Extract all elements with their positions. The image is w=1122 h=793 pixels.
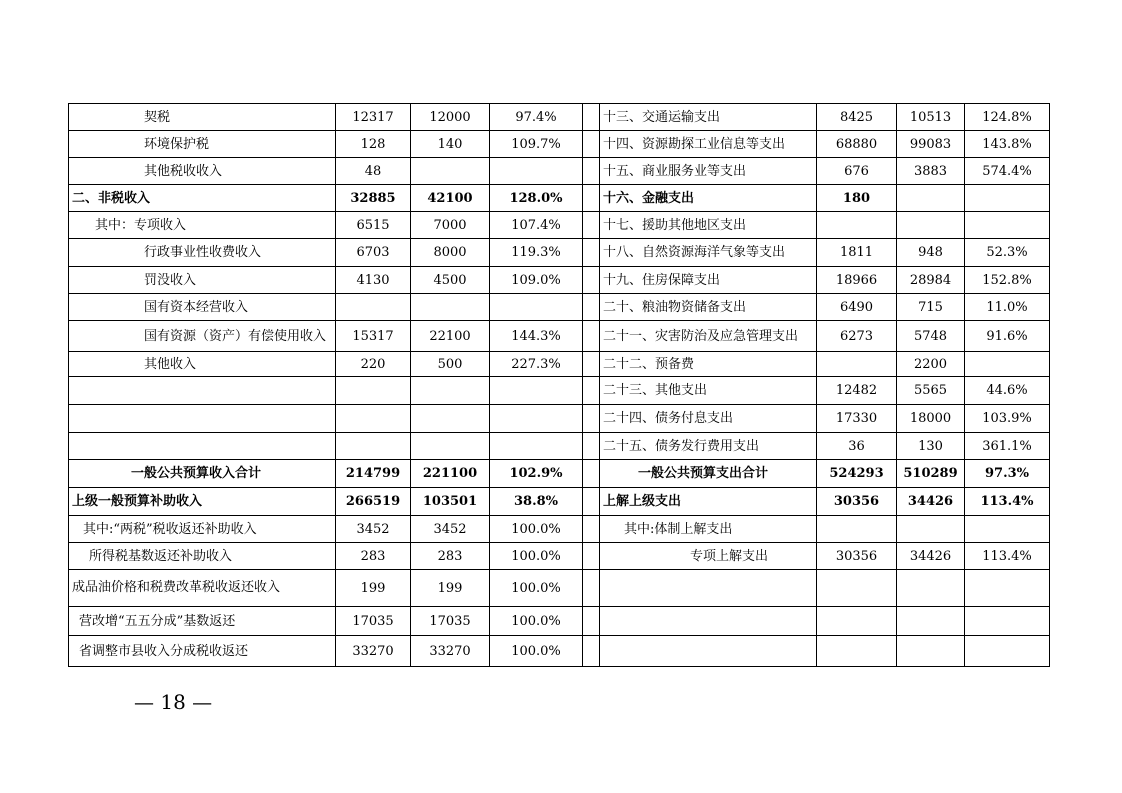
r-cell-amount — [817, 570, 897, 607]
l-cell-amount: 3452 — [411, 516, 490, 543]
l-cell-amount — [411, 158, 490, 185]
r-cell-ratio: 52.3% — [965, 239, 1050, 267]
r-cell-item: 十五、商业服务业等支出 — [600, 158, 817, 185]
r-cell-amount: 99083 — [897, 131, 965, 158]
r-cell-item: 其中:体制上解支出 — [600, 516, 817, 543]
page-number: — 18 — — [134, 690, 213, 714]
l-cell-amount: 283 — [411, 543, 490, 570]
l-cell-amount: 6515 — [336, 212, 411, 239]
r-cell-item: 二十二、预备费 — [600, 352, 817, 377]
r-cell-amount: 2200 — [897, 352, 965, 377]
l-cell-amount — [411, 294, 490, 321]
column-divider — [583, 321, 600, 352]
l-cell-amount: 22100 — [411, 321, 490, 352]
r-cell-ratio: 97.3% — [965, 460, 1050, 488]
table-row — [69, 158, 1050, 185]
l-cell-amount: 17035 — [411, 607, 490, 636]
l-cell-ratio — [490, 433, 583, 460]
l-cell-amount: 221100 — [411, 460, 490, 488]
r-cell-amount: 28984 — [897, 267, 965, 294]
r-cell-ratio: 113.4% — [965, 543, 1050, 570]
l-cell-item: 所得税基数返还补助收入 — [69, 543, 336, 570]
column-divider — [583, 516, 600, 543]
l-cell-ratio: 128.0% — [490, 185, 583, 212]
table-row — [69, 607, 1050, 636]
l-cell-item: 成品油价格和税费改革税收返还收入 — [69, 570, 336, 607]
table-row — [69, 104, 1050, 131]
r-cell-ratio: 91.6% — [965, 321, 1050, 352]
l-cell-amount: 33270 — [411, 636, 490, 667]
table-row — [69, 543, 1050, 570]
r-cell-item: 二十五、债务发行费用支出 — [600, 433, 817, 460]
r-cell-amount: 130 — [897, 433, 965, 460]
l-cell-item: 罚没收入 — [69, 267, 336, 294]
l-cell-ratio: 100.0% — [490, 570, 583, 607]
r-cell-item: 十四、资源勘探工业信息等支出 — [600, 131, 817, 158]
r-cell-amount — [817, 516, 897, 543]
l-cell-amount — [411, 405, 490, 433]
budget-table-body — [69, 104, 1050, 667]
r-cell-ratio — [965, 516, 1050, 543]
column-divider — [583, 433, 600, 460]
r-cell-amount: 948 — [897, 239, 965, 267]
r-cell-amount: 510289 — [897, 460, 965, 488]
l-cell-item — [69, 377, 336, 405]
l-cell-amount: 8000 — [411, 239, 490, 267]
r-cell-amount: 34426 — [897, 488, 965, 516]
r-cell-item: 专项上解支出 — [600, 543, 817, 570]
r-cell-amount: 524293 — [817, 460, 897, 488]
r-cell-amount — [817, 636, 897, 667]
column-divider — [583, 488, 600, 516]
l-cell-ratio — [490, 377, 583, 405]
r-cell-amount: 676 — [817, 158, 897, 185]
r-cell-amount: 5748 — [897, 321, 965, 352]
l-cell-item: 二、非税收入 — [69, 185, 336, 212]
l-cell-item: 其中:“两税”税收返还补助收入 — [69, 516, 336, 543]
l-cell-amount: 140 — [411, 131, 490, 158]
r-cell-amount: 36 — [817, 433, 897, 460]
column-divider — [583, 570, 600, 607]
l-cell-amount: 199 — [336, 570, 411, 607]
l-cell-amount — [411, 433, 490, 460]
table-row — [69, 516, 1050, 543]
column-divider — [583, 607, 600, 636]
r-cell-amount — [897, 516, 965, 543]
l-cell-ratio: 227.3% — [490, 352, 583, 377]
l-cell-ratio: 100.0% — [490, 543, 583, 570]
l-cell-amount: 42100 — [411, 185, 490, 212]
l-cell-amount — [336, 377, 411, 405]
l-cell-amount: 500 — [411, 352, 490, 377]
r-cell-amount: 6273 — [817, 321, 897, 352]
r-cell-amount: 180 — [817, 185, 897, 212]
l-cell-amount: 17035 — [336, 607, 411, 636]
table-row — [69, 405, 1050, 433]
r-cell-amount: 6490 — [817, 294, 897, 321]
r-cell-item: 二十、粮油物资储备支出 — [600, 294, 817, 321]
l-cell-item: 环境保护税 — [69, 131, 336, 158]
l-cell-amount: 220 — [336, 352, 411, 377]
table-row — [69, 131, 1050, 158]
column-divider — [583, 636, 600, 667]
l-cell-item: 国有资源（资产）有偿使用收入 — [69, 321, 336, 352]
r-cell-amount — [897, 570, 965, 607]
l-cell-item: 国有资本经营收入 — [69, 294, 336, 321]
r-cell-ratio — [965, 570, 1050, 607]
l-cell-ratio — [490, 405, 583, 433]
l-cell-item: 上级一般预算补助收入 — [69, 488, 336, 516]
l-cell-amount: 48 — [336, 158, 411, 185]
r-cell-amount: 5565 — [897, 377, 965, 405]
column-divider — [583, 212, 600, 239]
l-cell-ratio: 97.4% — [490, 104, 583, 131]
l-cell-amount: 283 — [336, 543, 411, 570]
r-cell-amount: 12482 — [817, 377, 897, 405]
r-cell-amount — [817, 352, 897, 377]
r-cell-amount — [897, 185, 965, 212]
l-cell-ratio: 102.9% — [490, 460, 583, 488]
r-cell-amount: 8425 — [817, 104, 897, 131]
r-cell-ratio: 44.6% — [965, 377, 1050, 405]
r-cell-ratio — [965, 607, 1050, 636]
l-cell-amount: 128 — [336, 131, 411, 158]
l-cell-ratio: 109.0% — [490, 267, 583, 294]
l-cell-amount: 12000 — [411, 104, 490, 131]
table-row — [69, 294, 1050, 321]
r-cell-amount — [817, 607, 897, 636]
r-cell-ratio — [965, 185, 1050, 212]
r-cell-amount: 10513 — [897, 104, 965, 131]
l-cell-ratio: 107.4% — [490, 212, 583, 239]
l-cell-ratio: 100.0% — [490, 516, 583, 543]
l-cell-item: 一般公共预算收入合计 — [69, 460, 336, 488]
table-row — [69, 267, 1050, 294]
column-divider — [583, 460, 600, 488]
r-cell-item: 一般公共预算支出合计 — [600, 460, 817, 488]
table-row — [69, 433, 1050, 460]
r-cell-amount: 715 — [897, 294, 965, 321]
column-divider — [583, 267, 600, 294]
column-divider — [583, 239, 600, 267]
r-cell-item — [600, 607, 817, 636]
r-cell-ratio: 103.9% — [965, 405, 1050, 433]
r-cell-amount: 68880 — [817, 131, 897, 158]
l-cell-amount: 199 — [411, 570, 490, 607]
r-cell-ratio: 124.8% — [965, 104, 1050, 131]
r-cell-amount: 3883 — [897, 158, 965, 185]
r-cell-ratio: 152.8% — [965, 267, 1050, 294]
r-cell-ratio — [965, 636, 1050, 667]
l-cell-ratio: 119.3% — [490, 239, 583, 267]
table-row — [69, 636, 1050, 667]
r-cell-amount — [897, 212, 965, 239]
r-cell-item: 二十一、灾害防治及应急管理支出 — [600, 321, 817, 352]
column-divider — [583, 158, 600, 185]
r-cell-ratio: 574.4% — [965, 158, 1050, 185]
table-row — [69, 570, 1050, 607]
table-row — [69, 212, 1050, 239]
r-cell-item — [600, 636, 817, 667]
table-row — [69, 460, 1050, 488]
r-cell-amount — [897, 636, 965, 667]
r-cell-item: 十八、自然资源海洋气象等支出 — [600, 239, 817, 267]
r-cell-amount: 17330 — [817, 405, 897, 433]
l-cell-amount: 33270 — [336, 636, 411, 667]
l-cell-item — [69, 433, 336, 460]
r-cell-item: 二十三、其他支出 — [600, 377, 817, 405]
l-cell-item: 契税 — [69, 104, 336, 131]
r-cell-amount: 18966 — [817, 267, 897, 294]
l-cell-ratio: 100.0% — [490, 607, 583, 636]
table-row — [69, 239, 1050, 267]
table-row — [69, 185, 1050, 212]
l-cell-ratio: 109.7% — [490, 131, 583, 158]
r-cell-amount: 1811 — [817, 239, 897, 267]
r-cell-item: 十七、援助其他地区支出 — [600, 212, 817, 239]
l-cell-amount — [336, 433, 411, 460]
table-row — [69, 352, 1050, 377]
l-cell-item: 其他收入 — [69, 352, 336, 377]
r-cell-item: 十三、交通运输支出 — [600, 104, 817, 131]
r-cell-item — [600, 570, 817, 607]
column-divider — [583, 294, 600, 321]
l-cell-ratio — [490, 294, 583, 321]
table-row — [69, 377, 1050, 405]
l-cell-amount: 4130 — [336, 267, 411, 294]
r-cell-ratio: 113.4% — [965, 488, 1050, 516]
l-cell-item — [69, 405, 336, 433]
l-cell-item: 行政事业性收费收入 — [69, 239, 336, 267]
r-cell-ratio — [965, 352, 1050, 377]
l-cell-amount: 7000 — [411, 212, 490, 239]
column-divider — [583, 405, 600, 433]
r-cell-amount: 18000 — [897, 405, 965, 433]
l-cell-amount: 15317 — [336, 321, 411, 352]
r-cell-item: 二十四、债务付息支出 — [600, 405, 817, 433]
column-divider — [583, 131, 600, 158]
l-cell-ratio — [490, 158, 583, 185]
column-divider — [583, 543, 600, 570]
l-cell-ratio: 38.8% — [490, 488, 583, 516]
l-cell-amount: 3452 — [336, 516, 411, 543]
l-cell-amount: 32885 — [336, 185, 411, 212]
r-cell-amount: 34426 — [897, 543, 965, 570]
l-cell-amount: 6703 — [336, 239, 411, 267]
column-divider — [583, 377, 600, 405]
table-row — [69, 488, 1050, 516]
r-cell-amount: 30356 — [817, 488, 897, 516]
l-cell-amount — [336, 405, 411, 433]
r-cell-ratio: 361.1% — [965, 433, 1050, 460]
r-cell-ratio — [965, 212, 1050, 239]
r-cell-amount: 30356 — [817, 543, 897, 570]
l-cell-amount: 4500 — [411, 267, 490, 294]
l-cell-amount: 12317 — [336, 104, 411, 131]
l-cell-item: 其中：专项收入 — [69, 212, 336, 239]
r-cell-amount — [817, 212, 897, 239]
r-cell-ratio: 11.0% — [965, 294, 1050, 321]
l-cell-amount: 266519 — [336, 488, 411, 516]
table-row — [69, 321, 1050, 352]
l-cell-amount: 214799 — [336, 460, 411, 488]
column-divider — [583, 104, 600, 131]
l-cell-item: 其他税收收入 — [69, 158, 336, 185]
r-cell-item: 上解上级支出 — [600, 488, 817, 516]
r-cell-item: 十六、金融支出 — [600, 185, 817, 212]
l-cell-amount — [411, 377, 490, 405]
r-cell-ratio: 143.8% — [965, 131, 1050, 158]
r-cell-item: 十九、住房保障支出 — [600, 267, 817, 294]
r-cell-amount — [897, 607, 965, 636]
l-cell-item: 营改增“五五分成”基数返还 — [69, 607, 336, 636]
column-divider — [583, 185, 600, 212]
budget-table — [68, 103, 1050, 667]
l-cell-ratio: 100.0% — [490, 636, 583, 667]
column-divider — [583, 352, 600, 377]
l-cell-ratio: 144.3% — [490, 321, 583, 352]
l-cell-amount: 103501 — [411, 488, 490, 516]
l-cell-amount — [336, 294, 411, 321]
l-cell-item: 省调整市县收入分成税收返还 — [69, 636, 336, 667]
